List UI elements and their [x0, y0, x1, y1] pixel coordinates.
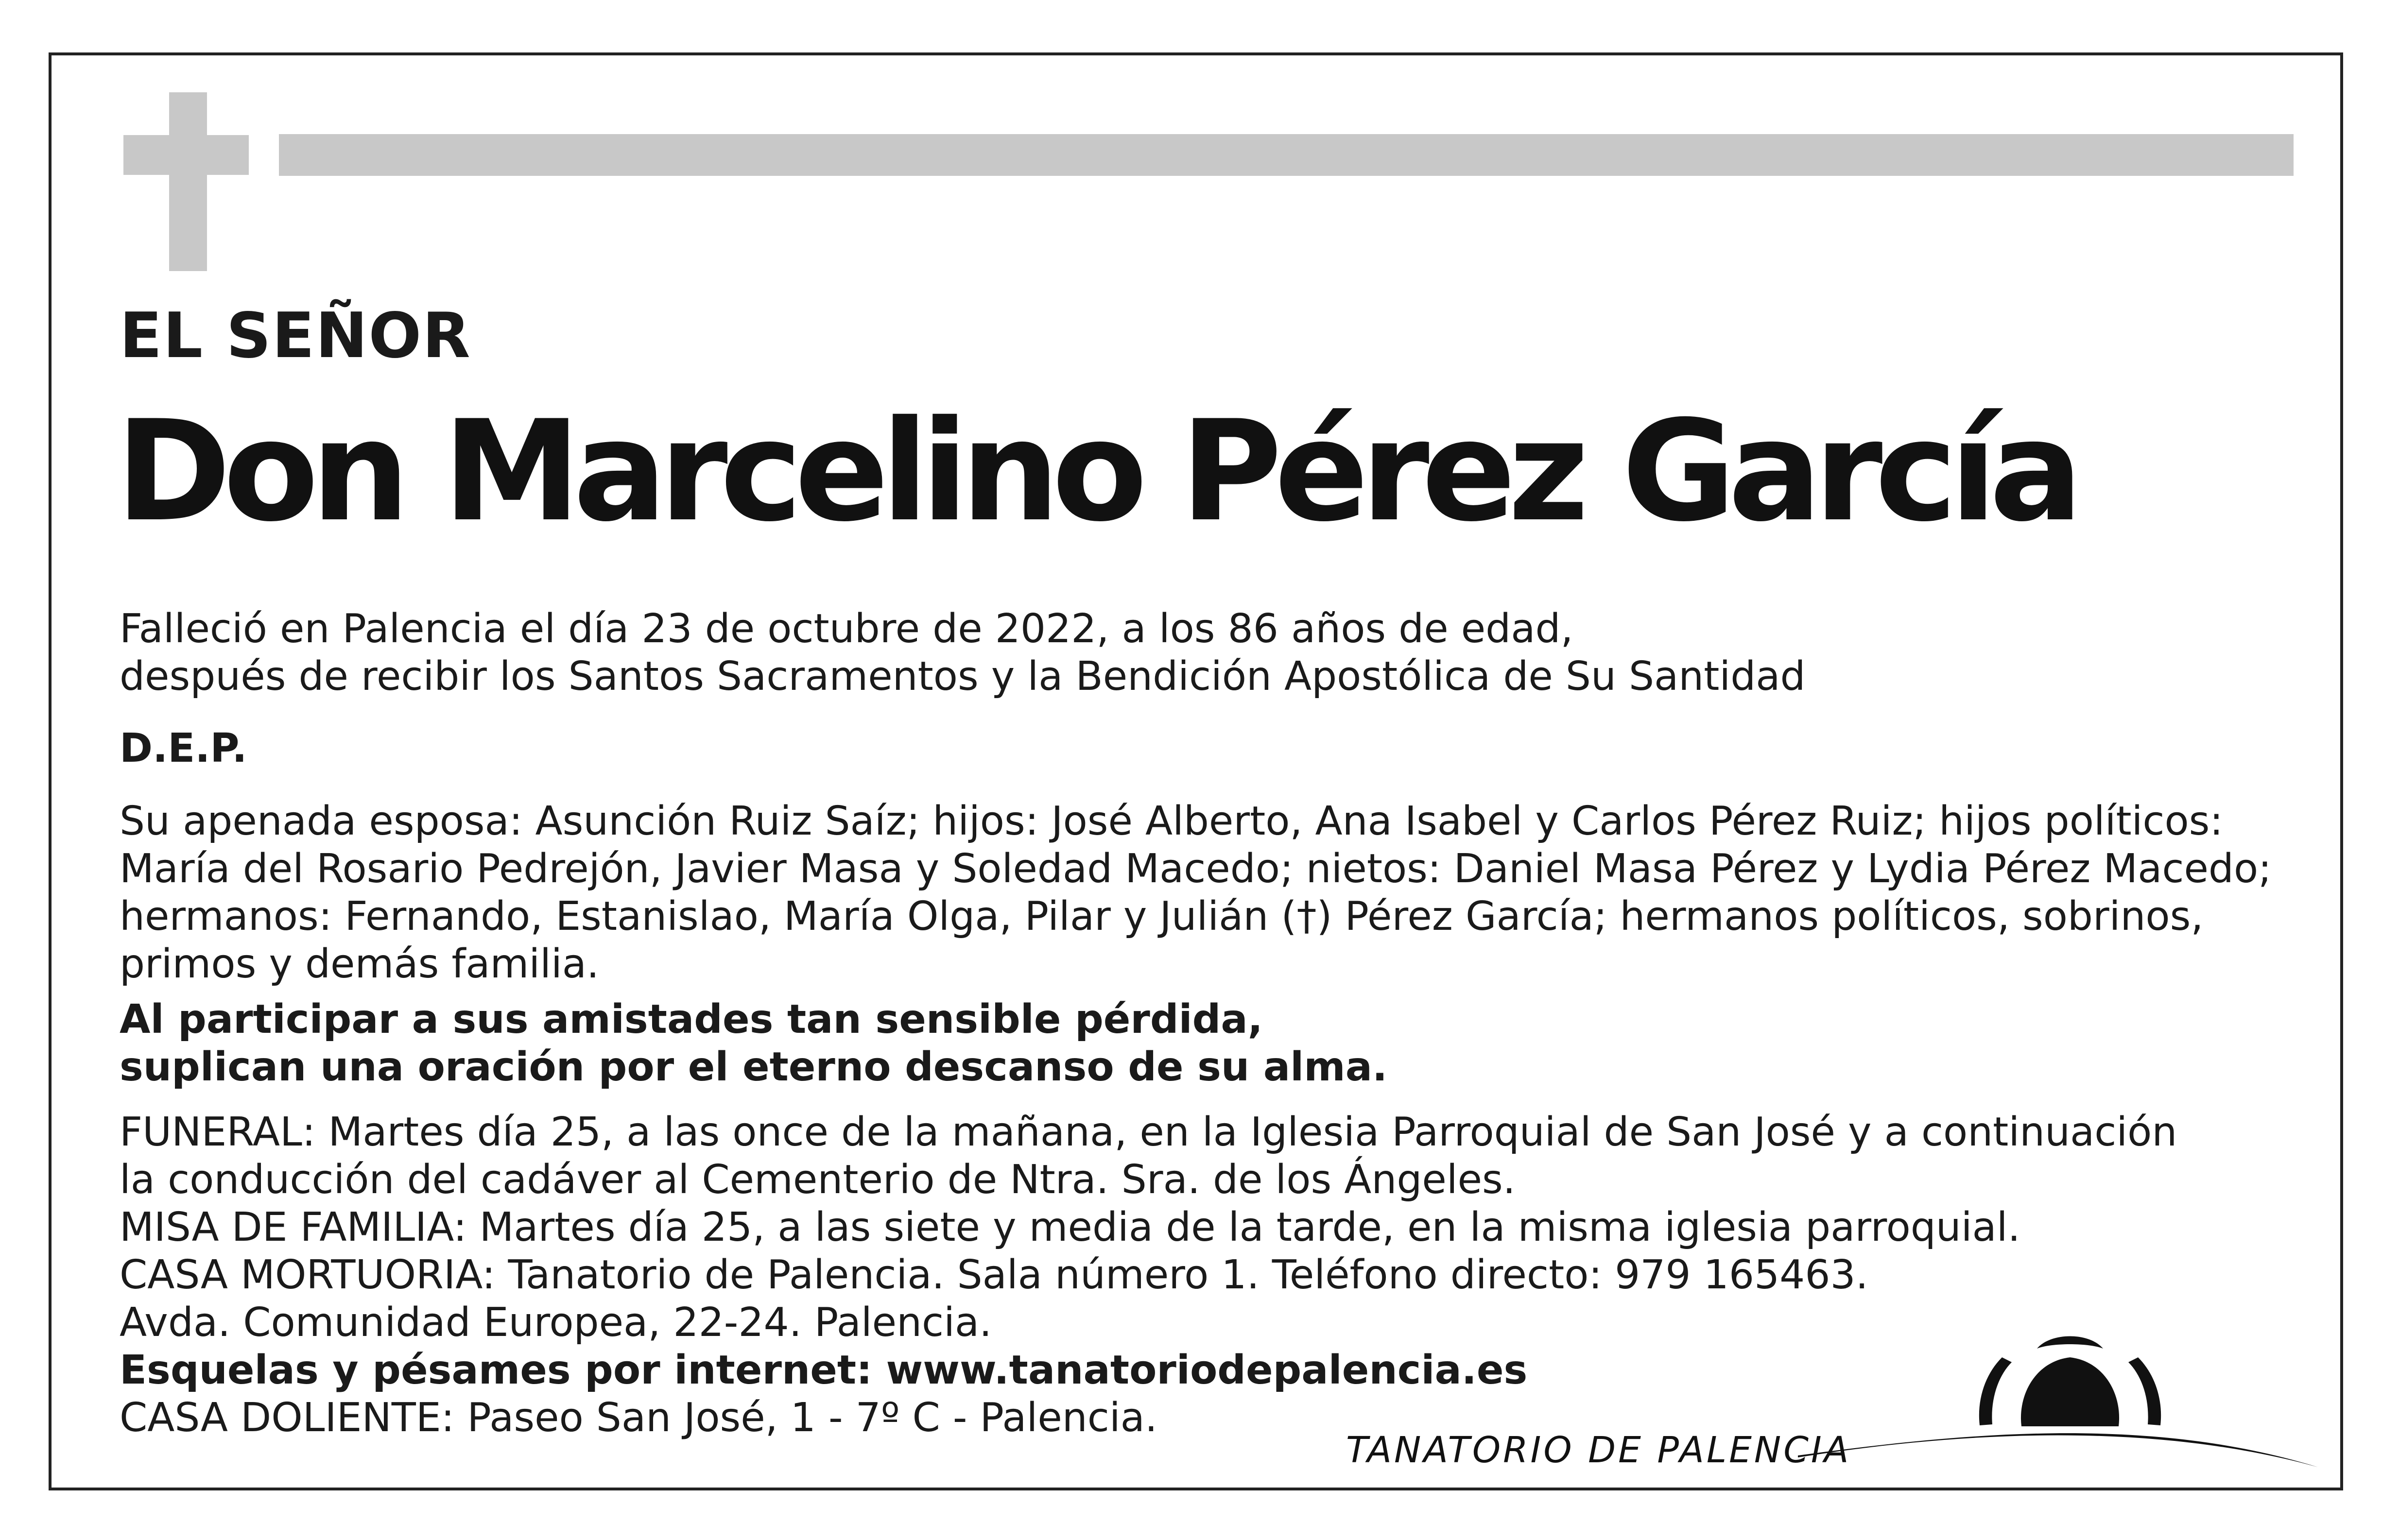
cross-icon-vertical — [169, 92, 207, 271]
deceased-name: Don Marcelino Pérez García — [116, 391, 2075, 552]
intro-line-1: Falleció en Palencia el día 23 de octubre de 2022, a los 86 años de edad, — [120, 606, 1573, 652]
casa-mortuoria: CASA MORTUORIA: Tanatorio de Palencia. Sala número 1. Teléfono directo: 979 165463. — [120, 1252, 1868, 1298]
header-bar — [279, 134, 2294, 176]
funeral-line-1: FUNERAL: Martes día 25, a las once de la mañana, en la Iglesia Parroquial de San José y a continuación — [120, 1109, 2177, 1155]
address: Avda. Comunidad Europea, 22-24. Palencia. — [120, 1300, 992, 1346]
misa-familia: MISA DE FAMILIA: Martes día 25, a las siete y media de la tarde, en la misma iglesia parroquial. — [120, 1204, 2020, 1250]
internet-line: Esquelas y pésames por internet: www.tanatoriodepalencia.es — [120, 1347, 1528, 1393]
intro-line-2: después de recibir los Santos Sacramentos y la Bendición Apostólica de Su Santidad — [120, 653, 1806, 700]
family-line-3: hermanos: Fernando, Estanislao, María Olga, Pilar y Julián (†) Pérez García; hermanos políticos, sobrinos, — [120, 893, 2204, 940]
family-line-2: María del Rosario Pedrejón, Javier Masa y Soledad Macedo; nietos: Daniel Masa Pérez y Lydia Pérez Macedo; — [120, 846, 2272, 892]
cross-icon-horizontal — [123, 135, 249, 175]
honorific: EL SEÑOR — [120, 300, 471, 372]
funeral-line-2: la conducción del cadáver al Cementerio de Ntra. Sra. de los Ángeles. — [120, 1157, 1516, 1203]
family-line-4: primos y demás familia. — [120, 941, 600, 987]
prayer-line-2: suplican una oración por el eterno descanso de su alma. — [120, 1044, 1388, 1090]
prayer-line-1: Al participar a sus amistades tan sensible pérdida, — [120, 996, 1263, 1043]
logo-text: TANATORIO DE PALENCIA — [1346, 1429, 1851, 1471]
family-line-1: Su apenada esposa: Asunción Ruiz Saíz; hijos: José Alberto, Ana Isabel y Carlos Pérez Ruiz; hijos políticos: — [120, 798, 2223, 844]
casa-doliente: CASA DOLIENTE: Paseo San José, 1 - 7º C - Palencia. — [120, 1395, 1157, 1441]
dep-text: D.E.P. — [120, 725, 247, 771]
